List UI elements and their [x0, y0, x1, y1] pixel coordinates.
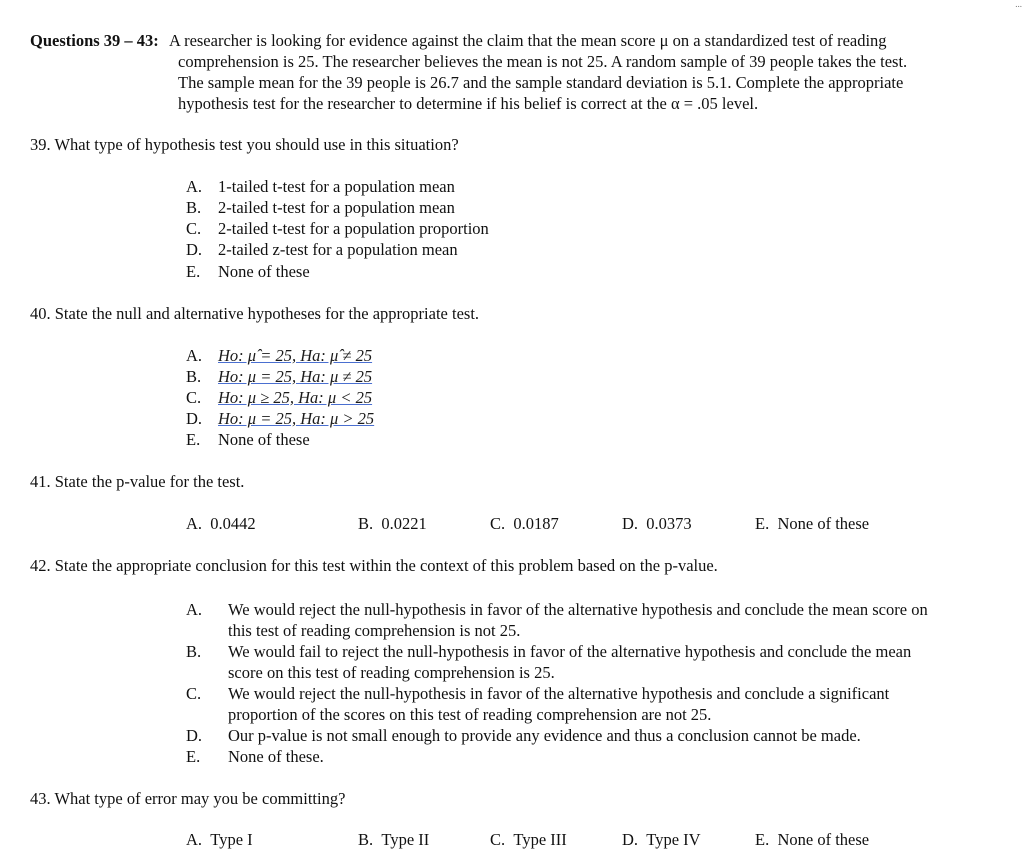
q39-option-c[interactable] [186, 218, 489, 239]
option-letter: B. [358, 830, 374, 849]
option-text-line: We would reject the null-hypothesis in favor of the alternative hypothesis and conclude a significant [228, 684, 890, 703]
option-text: Ho: μ̂ = 25, Ha: μ̂ ≠ 25 [218, 346, 373, 365]
option-letter: D. [622, 514, 639, 533]
option-text: 0.0442 [210, 514, 256, 533]
q40-option-c[interactable] [186, 387, 372, 408]
option-text: None of these [777, 514, 870, 533]
q39-option-d[interactable] [186, 239, 458, 260]
q43-option-e[interactable] [755, 829, 869, 850]
q40-option-d[interactable] [186, 408, 374, 429]
q39-option-e[interactable] [186, 261, 310, 282]
q39-option-a[interactable] [186, 176, 455, 197]
q43-options-row [0, 829, 1028, 851]
intro-label: Questions 39 – 43: [30, 31, 159, 50]
option-text: Type I [210, 830, 253, 849]
option-letter: C. [186, 388, 202, 407]
option-text: Ho: μ = 25, Ha: μ > 25 [218, 409, 375, 428]
q41-option-a[interactable] [186, 513, 256, 534]
option-letter: E. [755, 830, 770, 849]
option-text: None of these [777, 830, 870, 849]
option-letter: B. [186, 642, 202, 661]
q41-option-e[interactable] [755, 513, 869, 534]
option-text: 0.0221 [381, 514, 427, 533]
option-letter: C. [186, 684, 202, 703]
option-text: None of these [218, 430, 310, 449]
option-text-line: We would fail to reject the null-hypothesis in favor of the alternative hypothesis and conclude the mean [228, 642, 912, 661]
intro-line-3: The sample mean for the 39 people is 26.7 and the sample standard deviation is 5.1. Complete the appropriate [178, 73, 904, 92]
option-text-line: score on this test of reading comprehension is 25. [228, 663, 555, 682]
option-letter: B. [358, 514, 374, 533]
option-text-line: We would reject the null-hypothesis in favor of the alternative hypothesis and conclude the mean score on [228, 600, 928, 619]
option-letter: E. [755, 514, 770, 533]
intro-line-1: A researcher is looking for evidence against the claim that the mean score μ on a standardized test of reading [168, 31, 887, 50]
option-letter: D. [186, 240, 203, 259]
option-text: Type IV [646, 830, 701, 849]
option-text: None of these [218, 262, 310, 281]
option-letter: A. [186, 514, 203, 533]
intro-first-line [30, 30, 887, 51]
question-42: 42. State the appropriate conclusion for this test within the context of this problem based on the p-value. [30, 556, 718, 575]
option-letter: E. [186, 262, 201, 281]
q41-option-c[interactable] [490, 513, 559, 534]
option-text: 1-tailed t-test for a population mean [218, 177, 455, 196]
option-text: 2-tailed z-test for a population mean [218, 240, 458, 259]
option-text-line: None of these. [228, 747, 324, 766]
q40-option-e[interactable] [186, 429, 310, 450]
option-letter: D. [622, 830, 639, 849]
option-letter: B. [186, 198, 202, 217]
option-letter: C. [490, 830, 506, 849]
option-text-line: this test of reading comprehension is not 25. [228, 621, 521, 640]
question-43: 43. What type of error may you be committing? [30, 789, 346, 808]
option-text: Ho: μ = 25, Ha: μ ≠ 25 [218, 367, 373, 386]
q43-option-d[interactable] [622, 829, 701, 850]
question-39: 39. What type of hypothesis test you should use in this situation? [30, 135, 459, 154]
option-letter: E. [186, 747, 201, 766]
q41-options-row [0, 513, 1028, 535]
q43-option-b[interactable] [358, 829, 429, 850]
option-letter: D. [186, 726, 203, 745]
q41-option-b[interactable] [358, 513, 427, 534]
corner-mark: ... [1015, 0, 1022, 9]
option-letter: A. [186, 830, 203, 849]
q40-option-b[interactable] [186, 366, 372, 387]
option-text: 0.0373 [646, 514, 692, 533]
intro-line-2: comprehension is 25. The researcher believes the mean is not 25. A random sample of 39 people takes the test. [178, 52, 908, 71]
option-letter: B. [186, 367, 202, 386]
q39-option-b[interactable] [186, 197, 455, 218]
option-text: 2-tailed t-test for a population mean [218, 198, 455, 217]
option-letter: A. [186, 346, 203, 365]
option-text: Ho: μ ≥ 25, Ha: μ < 25 [218, 388, 373, 407]
q41-option-d[interactable] [622, 513, 692, 534]
option-letter: D. [186, 409, 203, 428]
option-text-line: proportion of the scores on this test of reading comprehension are not 25. [228, 705, 712, 724]
option-letter: C. [490, 514, 506, 533]
question-41: 41. State the p-value for the test. [30, 472, 245, 491]
q40-option-a[interactable] [186, 345, 372, 366]
q43-option-a[interactable] [186, 829, 253, 850]
option-text: 0.0187 [513, 514, 559, 533]
option-text: 2-tailed t-test for a population proportion [218, 219, 489, 238]
option-text: Type II [381, 830, 430, 849]
option-letter: E. [186, 430, 201, 449]
intro-line-4: hypothesis test for the researcher to determine if his belief is correct at the α = .05 level. [178, 94, 759, 113]
option-letter: A. [186, 177, 203, 196]
question-40: 40. State the null and alternative hypotheses for the appropriate test. [30, 304, 480, 323]
q43-option-c[interactable] [490, 829, 567, 850]
option-text: Type III [513, 830, 567, 849]
option-text-line: Our p-value is not small enough to provide any evidence and thus a conclusion cannot be made. [228, 726, 861, 745]
option-letter: A. [186, 600, 203, 619]
option-letter: C. [186, 219, 202, 238]
